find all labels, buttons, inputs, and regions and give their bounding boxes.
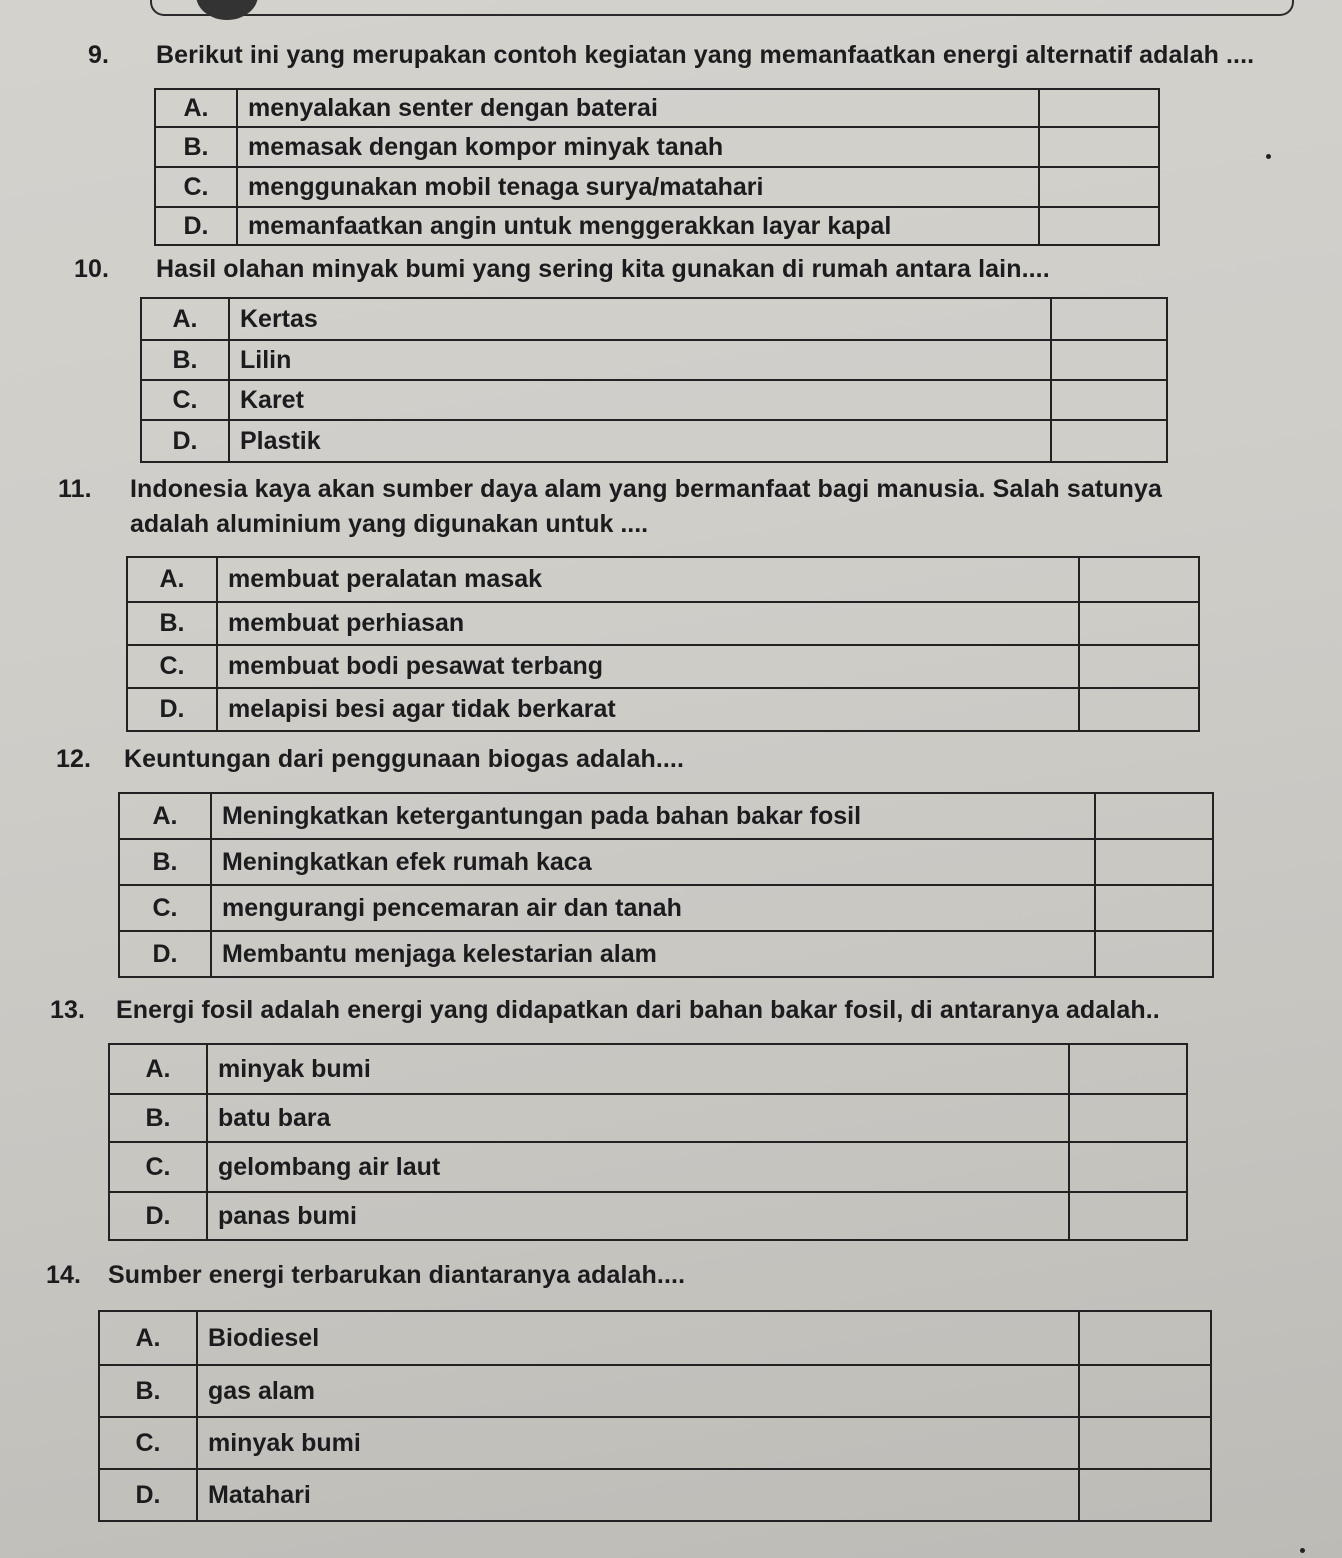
option-text: Biodiesel	[197, 1311, 1079, 1365]
answer-cell[interactable]	[1079, 645, 1199, 688]
option-text: panas bumi	[207, 1192, 1069, 1240]
question-12	[56, 744, 684, 774]
question-10	[74, 254, 1050, 284]
answer-cell[interactable]	[1039, 127, 1159, 167]
option-row[interactable]	[127, 557, 1199, 602]
question-text: Sumber energi terbarukan diantaranya adalah....	[108, 1261, 686, 1289]
options-table-14	[98, 1310, 1212, 1522]
answer-cell[interactable]	[1039, 89, 1159, 127]
question-text: Energi fosil adalah energi yang didapatkan dari bahan bakar fosil, di antaranya adalah..	[116, 996, 1160, 1024]
answer-cell[interactable]	[1069, 1044, 1187, 1094]
option-row[interactable]	[119, 931, 1213, 977]
option-row[interactable]	[141, 420, 1167, 462]
option-text: menggunakan mobil tenaga surya/matahari	[237, 167, 1039, 207]
question-number: 11.	[58, 475, 92, 503]
answer-cell[interactable]	[1051, 340, 1167, 380]
question-number: 10.	[74, 255, 110, 283]
option-row[interactable]	[99, 1469, 1211, 1521]
option-text: Kertas	[229, 298, 1051, 340]
option-row[interactable]	[119, 793, 1213, 839]
answer-cell[interactable]	[1095, 839, 1213, 885]
option-letter: B.	[141, 340, 229, 380]
option-letter: C.	[119, 885, 211, 931]
answer-cell[interactable]	[1079, 557, 1199, 602]
option-row[interactable]	[155, 167, 1159, 207]
option-letter: D.	[127, 688, 217, 731]
option-row[interactable]	[99, 1311, 1211, 1365]
answer-cell[interactable]	[1079, 1417, 1211, 1469]
option-letter: A.	[119, 793, 211, 839]
option-letter: D.	[109, 1192, 207, 1240]
question-11	[58, 474, 1162, 504]
option-letter: A.	[127, 557, 217, 602]
option-letter: B.	[99, 1365, 197, 1417]
option-row[interactable]	[99, 1365, 1211, 1417]
option-row[interactable]	[119, 839, 1213, 885]
option-row[interactable]	[109, 1142, 1187, 1192]
option-row[interactable]	[155, 89, 1159, 127]
option-row[interactable]	[109, 1044, 1187, 1094]
answer-cell[interactable]	[1039, 167, 1159, 207]
answer-cell[interactable]	[1039, 207, 1159, 245]
option-text: Karet	[229, 380, 1051, 420]
question-number: 14.	[46, 1261, 82, 1289]
option-text: Meningkatkan ketergantungan pada bahan bakar fosil	[211, 793, 1095, 839]
answer-cell[interactable]	[1069, 1142, 1187, 1192]
option-letter: D.	[119, 931, 211, 977]
option-text: gas alam	[197, 1365, 1079, 1417]
question-9	[88, 40, 1254, 70]
answer-cell[interactable]	[1069, 1192, 1187, 1240]
option-text: menyalakan senter dengan baterai	[237, 89, 1039, 127]
option-letter: C.	[141, 380, 229, 420]
option-row[interactable]	[155, 127, 1159, 167]
option-text: melapisi besi agar tidak berkarat	[217, 688, 1079, 731]
answer-cell[interactable]	[1079, 602, 1199, 645]
option-text: minyak bumi	[207, 1044, 1069, 1094]
question-text: Berikut ini yang merupakan contoh kegiatan yang memanfaatkan energi alternatif adalah ....	[156, 41, 1255, 69]
option-text: gelombang air laut	[207, 1142, 1069, 1192]
answer-cell[interactable]	[1069, 1094, 1187, 1142]
question-text: Indonesia kaya akan sumber daya alam yang bermanfaat bagi manusia. Salah satunya	[130, 475, 1163, 503]
question-13	[50, 995, 1160, 1025]
option-letter: C.	[99, 1417, 197, 1469]
options-table-10	[140, 297, 1168, 463]
option-letter: A.	[155, 89, 237, 127]
answer-cell[interactable]	[1095, 885, 1213, 931]
option-text: Meningkatkan efek rumah kaca	[211, 839, 1095, 885]
option-letter: A.	[109, 1044, 207, 1094]
option-text: membuat bodi pesawat terbang	[217, 645, 1079, 688]
option-text: memanfaatkan angin untuk menggerakkan layar kapal	[237, 207, 1039, 245]
option-letter: A.	[141, 298, 229, 340]
option-text: mengurangi pencemaran air dan tanah	[211, 885, 1095, 931]
option-row[interactable]	[127, 645, 1199, 688]
options-table-12	[118, 792, 1214, 978]
answer-cell[interactable]	[1079, 1311, 1211, 1365]
question-text: Hasil olahan minyak bumi yang sering kita gunakan di rumah antara lain....	[156, 255, 1050, 283]
option-letter: A.	[99, 1311, 197, 1365]
option-row[interactable]	[119, 885, 1213, 931]
option-text: Membantu menjaga kelestarian alam	[211, 931, 1095, 977]
option-letter: B.	[109, 1094, 207, 1142]
question-text-continued: adalah aluminium yang digunakan untuk ....	[130, 510, 649, 538]
option-letter: D.	[99, 1469, 197, 1521]
option-row[interactable]	[141, 380, 1167, 420]
option-letter: C.	[127, 645, 217, 688]
options-table-11	[126, 556, 1200, 732]
answer-cell[interactable]	[1095, 931, 1213, 977]
answer-cell[interactable]	[1079, 1365, 1211, 1417]
options-table-9	[154, 88, 1160, 246]
option-letter: C.	[109, 1142, 207, 1192]
options-table-13	[108, 1043, 1188, 1241]
option-text: membuat peralatan masak	[217, 557, 1079, 602]
option-letter: B.	[119, 839, 211, 885]
option-text: membuat perhiasan	[217, 602, 1079, 645]
answer-cell[interactable]	[1051, 380, 1167, 420]
option-text: minyak bumi	[197, 1417, 1079, 1469]
option-row[interactable]	[141, 340, 1167, 380]
option-row[interactable]	[141, 298, 1167, 340]
option-text: Plastik	[229, 420, 1051, 462]
option-text: Matahari	[197, 1469, 1079, 1521]
question-number: 9.	[88, 41, 110, 69]
question-number: 13.	[50, 996, 86, 1024]
answer-cell[interactable]	[1051, 298, 1167, 340]
answer-cell[interactable]	[1079, 688, 1199, 731]
stray-mark	[1266, 154, 1271, 159]
option-letter: C.	[155, 167, 237, 207]
option-row[interactable]	[109, 1192, 1187, 1240]
question-14	[46, 1260, 685, 1290]
answer-cell[interactable]	[1095, 793, 1213, 839]
answer-cell[interactable]	[1051, 420, 1167, 462]
option-text: Lilin	[229, 340, 1051, 380]
option-letter: B.	[155, 127, 237, 167]
question-text: Keuntungan dari penggunaan biogas adalah....	[124, 745, 685, 773]
option-letter: D.	[141, 420, 229, 462]
option-text: batu bara	[207, 1094, 1069, 1142]
answer-cell[interactable]	[1079, 1469, 1211, 1521]
top-border-decoration	[150, 0, 1294, 16]
top-hole-decoration	[196, 0, 258, 20]
question-number: 12.	[56, 745, 92, 773]
option-row[interactable]	[99, 1417, 1211, 1469]
option-row[interactable]	[109, 1094, 1187, 1142]
option-row[interactable]	[127, 688, 1199, 731]
option-letter: B.	[127, 602, 217, 645]
stray-mark	[1300, 1548, 1305, 1553]
option-row[interactable]	[127, 602, 1199, 645]
option-row[interactable]	[155, 207, 1159, 245]
option-letter: D.	[155, 207, 237, 245]
option-text: memasak dengan kompor minyak tanah	[237, 127, 1039, 167]
